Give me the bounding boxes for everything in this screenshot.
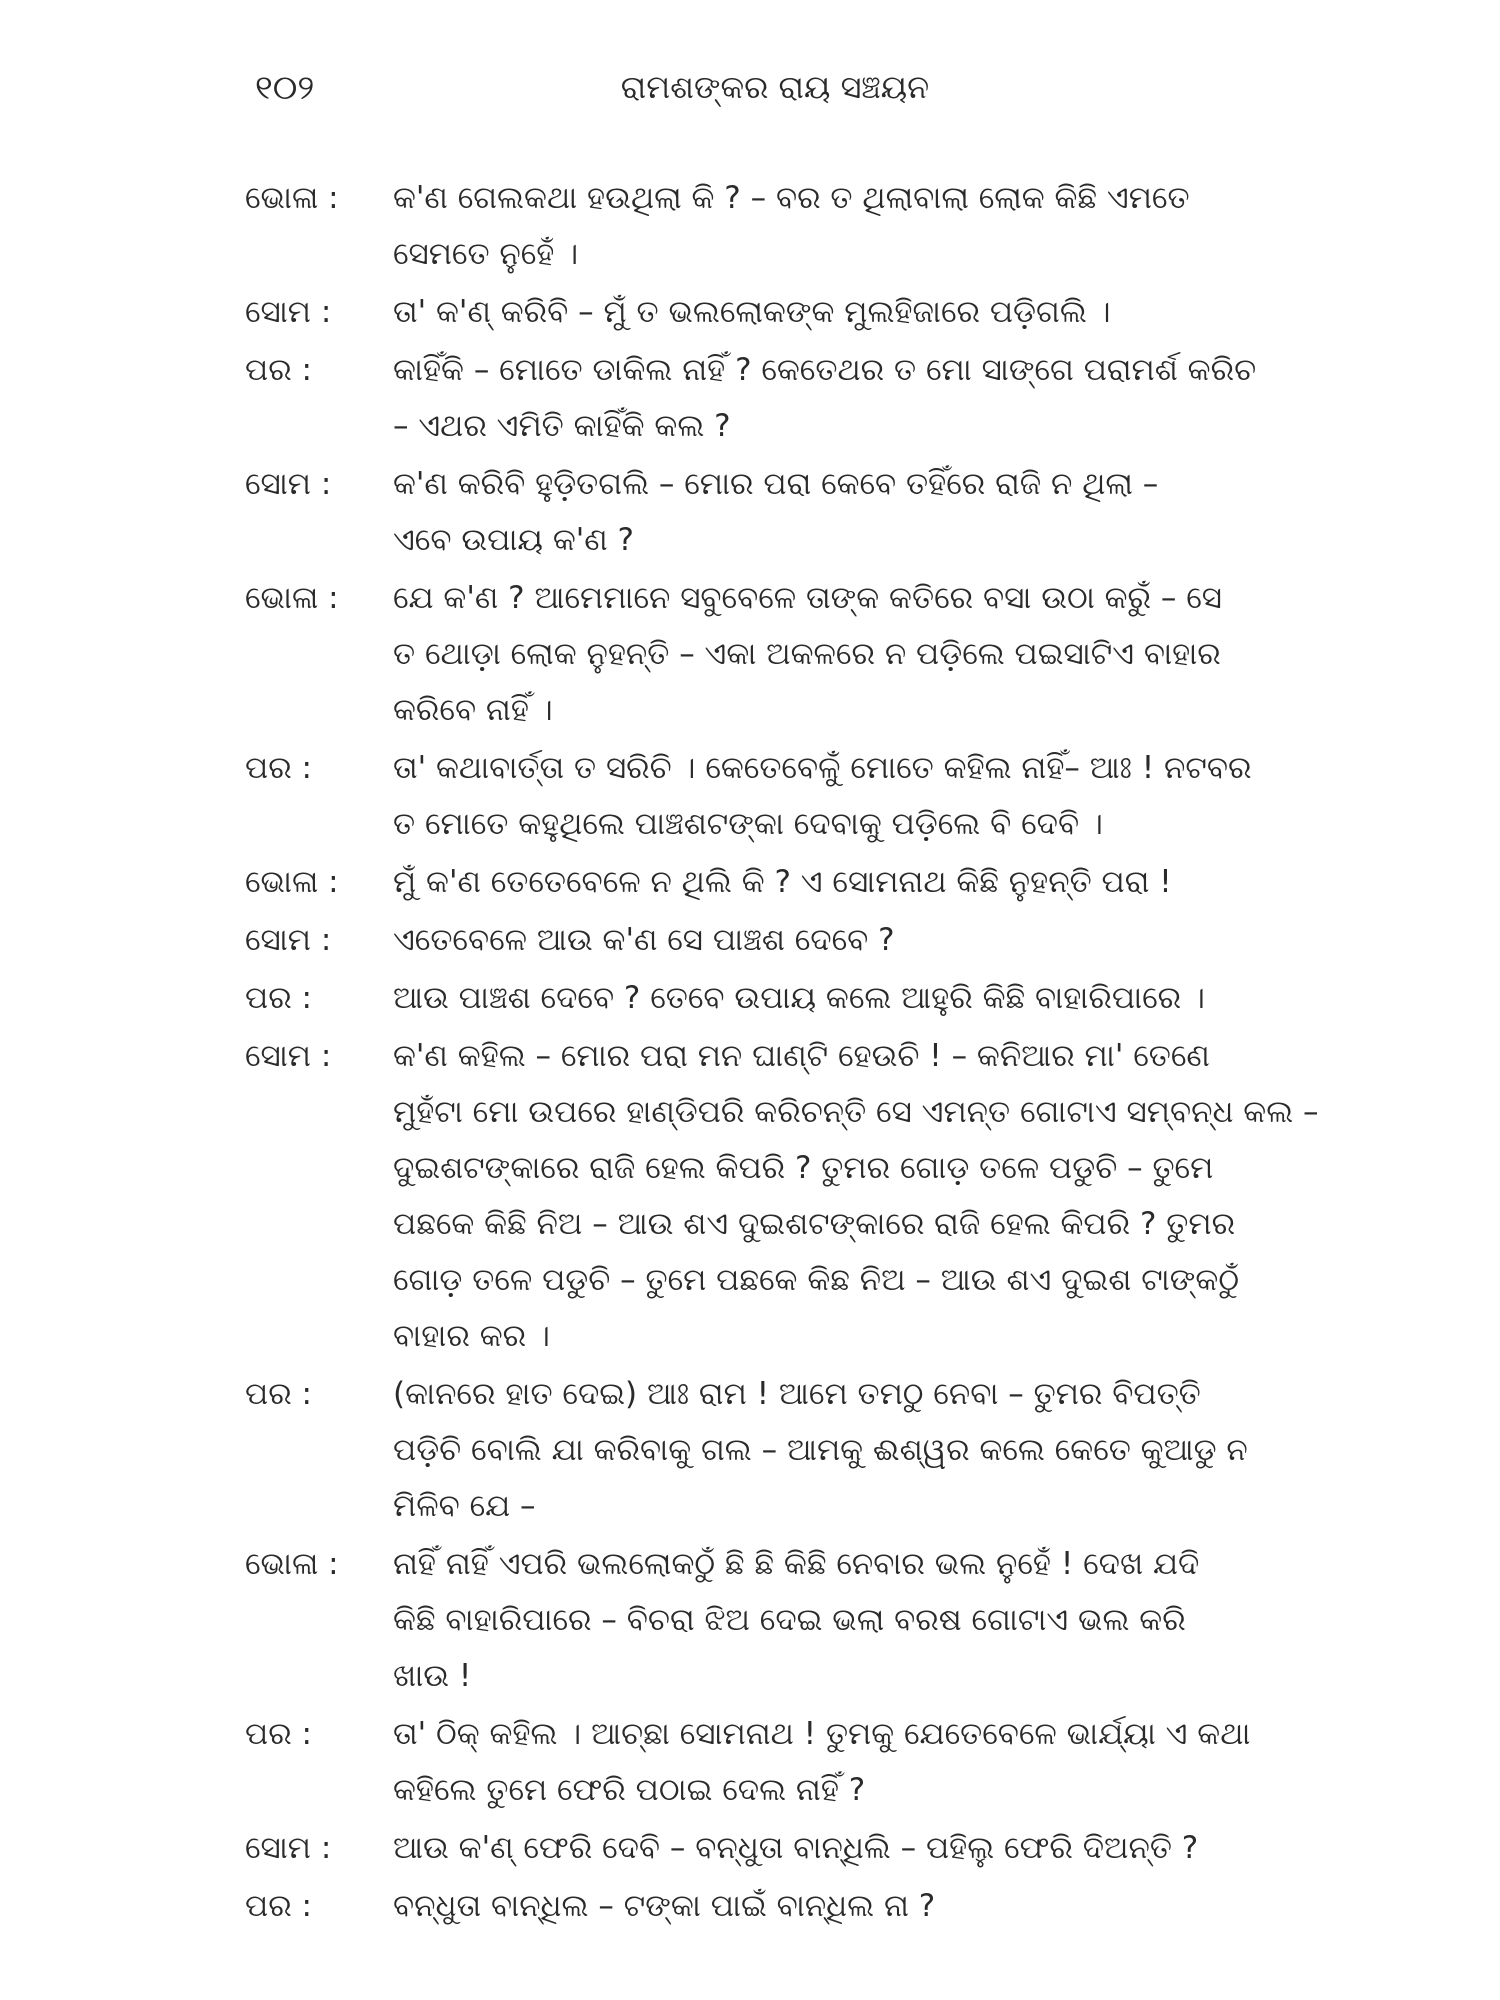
dialogue-entry bbox=[245, 1820, 1305, 1876]
speech bbox=[393, 912, 1305, 968]
speech bbox=[393, 854, 1305, 910]
speech-line: ଏବେ ଉପାୟ କ'ଣ ? bbox=[393, 522, 635, 558]
speech-line: (କାନରେ ହାତ ଦେଇ) ଆଃ ରାମ ! ଆମେ ତମଠୁ ନେବା – ତୁମର ବିପତ୍ତି bbox=[393, 1376, 1201, 1412]
dialogue-entry bbox=[245, 1536, 1305, 1704]
dialogue-entry bbox=[245, 854, 1305, 910]
speaker-label: ପର : bbox=[245, 1716, 312, 1752]
dialogue-entry bbox=[245, 970, 1305, 1026]
speaker-label: ପର : bbox=[245, 750, 312, 786]
speech-line: ତ ମୋତେ କହୁଥିଲେ ପାଞ୍ଚଶଟଙ୍କା ଦେବାକୁ ପଡ଼ିଲେ ବି ଦେବି । bbox=[393, 806, 1103, 842]
speech-line: ବାହାର କର । bbox=[393, 1318, 550, 1354]
speech bbox=[393, 342, 1305, 454]
speaker-label: ସୋମ : bbox=[245, 1038, 332, 1074]
speech-line: ପଛକେ କିଛି ନିଅ – ଆଉ ଶଏ ଦୁଇଶଟଙ୍କାରେ ରାଜି ହେଲ କିପରି ? ତୁମର bbox=[393, 1206, 1236, 1242]
dialogue-entry bbox=[245, 1878, 1305, 1934]
speaker-label: ଭୋଳା : bbox=[245, 864, 339, 900]
speech-line: ମୁହଁଟା ମୋ ଉପରେ ହାଣ୍ଡିପରି କରିଚନ୍ତି ସେ ଏମନ୍ତ ଗୋଟାଏ ସମ୍ବନ୍ଧ କଲ – bbox=[393, 1094, 1319, 1130]
dialogue-entry bbox=[245, 342, 1305, 454]
speech bbox=[393, 1028, 1319, 1364]
speech-line: ଯେ କ'ଣ ? ଆମେମାନେ ସବୁବେଳେ ତାଙ୍କ କତିରେ ବସା ଉଠା କରୁଁ – ସେ bbox=[393, 580, 1223, 616]
speech bbox=[393, 1820, 1305, 1876]
speech-line: କରିବେ ନାହିଁ । bbox=[393, 692, 553, 728]
page-number: ୧୦୨ bbox=[255, 68, 315, 108]
speech-line: ସେମତେ ନୁହେଁ । bbox=[393, 236, 579, 272]
speech-line: ତା' କଥାବାର୍ତ୍ତା ତ ସରିଚି । କେତେବେଳୁଁ ମୋତେ କହିଲ ନାହିଁ– ଆଃ ! ନଟବର bbox=[393, 750, 1252, 786]
page-header bbox=[245, 68, 1305, 118]
speech-line: ମୁଁ କ'ଣ ତେତେବେଳେ ନ ଥିଲି କି ? ଏ ସୋମନାଥ କିଛି ନୁହନ୍ତି ପରା ! bbox=[393, 864, 1172, 900]
dialogue-entry bbox=[245, 1028, 1319, 1364]
speech-line: କିଛି ବାହାରିପାରେ – ବିଚରା ଝିଅ ଦେଇ ଭଲା ବରଷ ଗୋଟାଏ ଭଲ କରି bbox=[393, 1602, 1186, 1638]
speech-line: କାହିଁକି – ମୋତେ ଡାକିଲ ନାହିଁ ? କେତେଥର ତ ମୋ ସାଙ୍ଗେ ପରାମର୍ଶ କରିଚ bbox=[393, 352, 1257, 388]
dialogue-entry bbox=[245, 170, 1305, 282]
speech bbox=[393, 1366, 1305, 1534]
speech-line: ଖାଉ ! bbox=[393, 1658, 472, 1694]
speech bbox=[393, 740, 1305, 852]
speech bbox=[393, 170, 1305, 282]
speech bbox=[393, 970, 1305, 1026]
speaker-label: ସୋମ : bbox=[245, 1830, 332, 1866]
speaker-label: ଭୋଳା : bbox=[245, 580, 339, 616]
dialogue-entry bbox=[245, 1706, 1305, 1818]
speech-line: ତା' କ'ଣ୍ କରିବି – ମୁଁ ତ ଭଲଲୋକଙ୍କ ମୁଲହିଜାରେ ପଡ଼ିଗଲି । bbox=[393, 294, 1111, 330]
speech-line: ବନ୍ଧୁତା ବାନ୍ଧିଲ – ଟଙ୍କା ପାଇଁ ବାନ୍ଧିଲ ନା ? bbox=[393, 1888, 936, 1924]
speech-line: ଗୋଡ଼ ତଳେ ପଡୁଚି – ତୁମେ ପଛକେ କିଛ ନିଅ – ଆଉ ଶଏ ଦୁଇଶ ଟାଙ୍କଠୁଁ bbox=[393, 1262, 1240, 1298]
speaker-label: ପର : bbox=[245, 980, 312, 1016]
speech-line: କ'ଣ କହିଲ – ମୋର ପରା ମନ ଘାଣ୍ଟି ହେଉଚି ! – କନିଆର ମା' ତେଣେ bbox=[393, 1038, 1210, 1074]
speech-line: ଆଉ କ'ଣ୍ ଫେରି ଦେବି – ବନ୍ଧୁତା ବାନ୍ଧିଲି – ପହିଲୁ ଫେରି ଦିଅନ୍ତି ? bbox=[393, 1830, 1199, 1866]
speaker-label: ପର : bbox=[245, 352, 312, 388]
speaker-label: ସୋମ : bbox=[245, 294, 332, 330]
speaker-label: ଭୋଳା : bbox=[245, 1546, 339, 1582]
speech bbox=[393, 570, 1305, 738]
speech bbox=[393, 1536, 1305, 1704]
speech-line: କ'ଣ କରିବି ହୁଡ଼ିତଗଲି – ମୋର ପରା କେବେ ତହିଁରେ ରାଜି ନ ଥିଲା – bbox=[393, 466, 1159, 502]
speaker-label: ସୋମ : bbox=[245, 922, 332, 958]
running-title: ରାମଶଙ୍କର ରାୟ ସଞ୍ଚୟନ bbox=[620, 68, 930, 106]
dialogue-entry bbox=[245, 284, 1305, 340]
speech-line: ଆଉ ପାଞ୍ଚଶ ଦେବେ ? ତେବେ ଉପାୟ କଲେ ଆହୁରି କିଛି ବାହାରିପାରେ । bbox=[393, 980, 1205, 1016]
dialogue-entry bbox=[245, 570, 1305, 738]
speech bbox=[393, 456, 1305, 568]
speech-line: ତା' ଠିକ୍ କହିଲ । ଆଚ୍ଛା ସୋମନାଥ ! ତୁମକୁ ଯେତେବେଳେ ଭାର୍ଯ୍ୟା ଏ କଥା bbox=[393, 1716, 1251, 1752]
speech-line: – ଏଥର ଏମିତି କାହିଁକି କଲ ? bbox=[393, 408, 731, 444]
speaker-label: ପର : bbox=[245, 1888, 312, 1924]
speech-line: ମିଳିବ ଯେ – bbox=[393, 1488, 536, 1524]
speech-line: ପଡ଼ିଚି ବୋଲି ଯା କରିବାକୁ ଗଲ – ଆମକୁ ଈଶ୍ୱର କଲେ କେତେ କୁଆଡୁ ନ bbox=[393, 1432, 1248, 1468]
dialogue-entry bbox=[245, 740, 1305, 852]
speech bbox=[393, 284, 1305, 340]
dialogue-entry bbox=[245, 912, 1305, 968]
speech-line: କ'ଣ ଗେଲକଥା ହଉଥିଲା କି ? – ବର ତ ଥିଲାବାଲା ଲୋକ କିଛି ଏମତେ bbox=[393, 180, 1190, 216]
speech-line: ଏତେବେଳେ ଆଉ କ'ଣ ସେ ପାଞ୍ଚଶ ଦେବେ ? bbox=[393, 922, 895, 958]
speech-line: ଦୁଇଶଟଙ୍କାରେ ରାଜି ହେଲ କିପରି ? ତୁମର ଗୋଡ଼ ତଳେ ପଡୁଚି – ତୁମେ bbox=[393, 1150, 1214, 1186]
speech bbox=[393, 1706, 1305, 1818]
speaker-label: ଭୋଳା : bbox=[245, 180, 339, 216]
speech-line: ନାହିଁ ନାହିଁ ଏପରି ଭଲଲୋକଠୁଁ ଛି ଛି କିଛି ନେବାର ଭଲ ନୁହେଁ ! ଦେଖ ଯଦି bbox=[393, 1546, 1200, 1582]
speech bbox=[393, 1878, 1305, 1934]
speech-line: ତ ଥୋଡ଼ା ଲୋକ ନୁହନ୍ତି – ଏକା ଅକଳରେ ନ ପଡ଼ିଲେ ପଇସାଟିଏ ବାହାର bbox=[393, 636, 1221, 672]
dialogue-entry bbox=[245, 456, 1305, 568]
dialogue bbox=[245, 170, 1319, 1936]
speaker-label: ସୋମ : bbox=[245, 466, 332, 502]
dialogue-entry bbox=[245, 1366, 1305, 1534]
speech-line: କହିଲେ ତୁମେ ଫେରି ପଠାଇ ଦେଲ ନାହିଁ ? bbox=[393, 1772, 866, 1808]
speaker-label: ପର : bbox=[245, 1376, 312, 1412]
